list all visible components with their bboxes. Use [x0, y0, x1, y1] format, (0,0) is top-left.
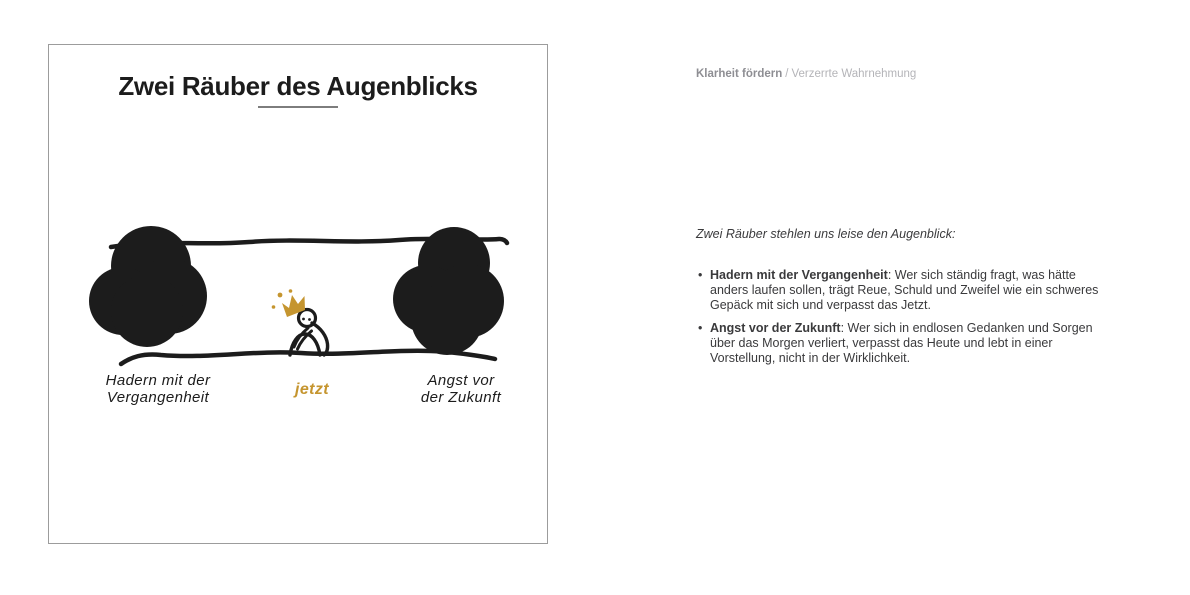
- intro-text: Zwei Räuber stehlen uns leise den Augenblick:: [696, 227, 956, 241]
- sitting-figure: [272, 289, 328, 355]
- label-now: jetzt: [295, 381, 329, 398]
- label-past-line2: Vergangenheit: [106, 389, 210, 406]
- breadcrumb-section[interactable]: Klarheit fördern: [696, 68, 783, 80]
- label-past: [73, 372, 243, 406]
- thieves-list: [696, 268, 1100, 366]
- breadcrumb-page: Verzerrte Wahrnehmung: [791, 68, 917, 80]
- illustration: [49, 211, 549, 371]
- bullet-term: Angst vor der Zukunft: [710, 321, 841, 336]
- list-item: [696, 268, 1100, 312]
- breadcrumb-separator: /: [785, 68, 789, 80]
- breadcrumb: [696, 68, 916, 81]
- label-past-line1: Hadern mit der: [105, 372, 211, 389]
- ground-line: [121, 351, 495, 364]
- label-future: [381, 372, 541, 406]
- label-future-line1: Angst vor: [427, 372, 495, 389]
- illustration-card: [48, 44, 548, 544]
- list-item: [696, 321, 1100, 365]
- card-title: Zwei Räuber des Augenblicks: [118, 71, 478, 101]
- future-blob: [393, 227, 504, 355]
- bullet-text: : Wer sich in endlosen Gedanken und Sorgen über das Morgen verliert, verpasst das Heute und lebt in einer Vorstellung, nicht in der Wirklichkeit.: [710, 321, 1093, 365]
- title-underline: [258, 106, 338, 108]
- sparkles: [272, 289, 293, 309]
- label-future-line2: der Zukunft: [420, 389, 502, 406]
- bullet-text: : Wer sich ständig fragt, was hätte anders laufen sollen, trägt Reue, Schuld und Zweifel wie ein schweres Gepäck mit sich und verpasst das Jetzt.: [710, 268, 1099, 312]
- bullet-term: Hadern mit der Vergangenheit: [710, 268, 888, 282]
- content-block: [696, 227, 1100, 375]
